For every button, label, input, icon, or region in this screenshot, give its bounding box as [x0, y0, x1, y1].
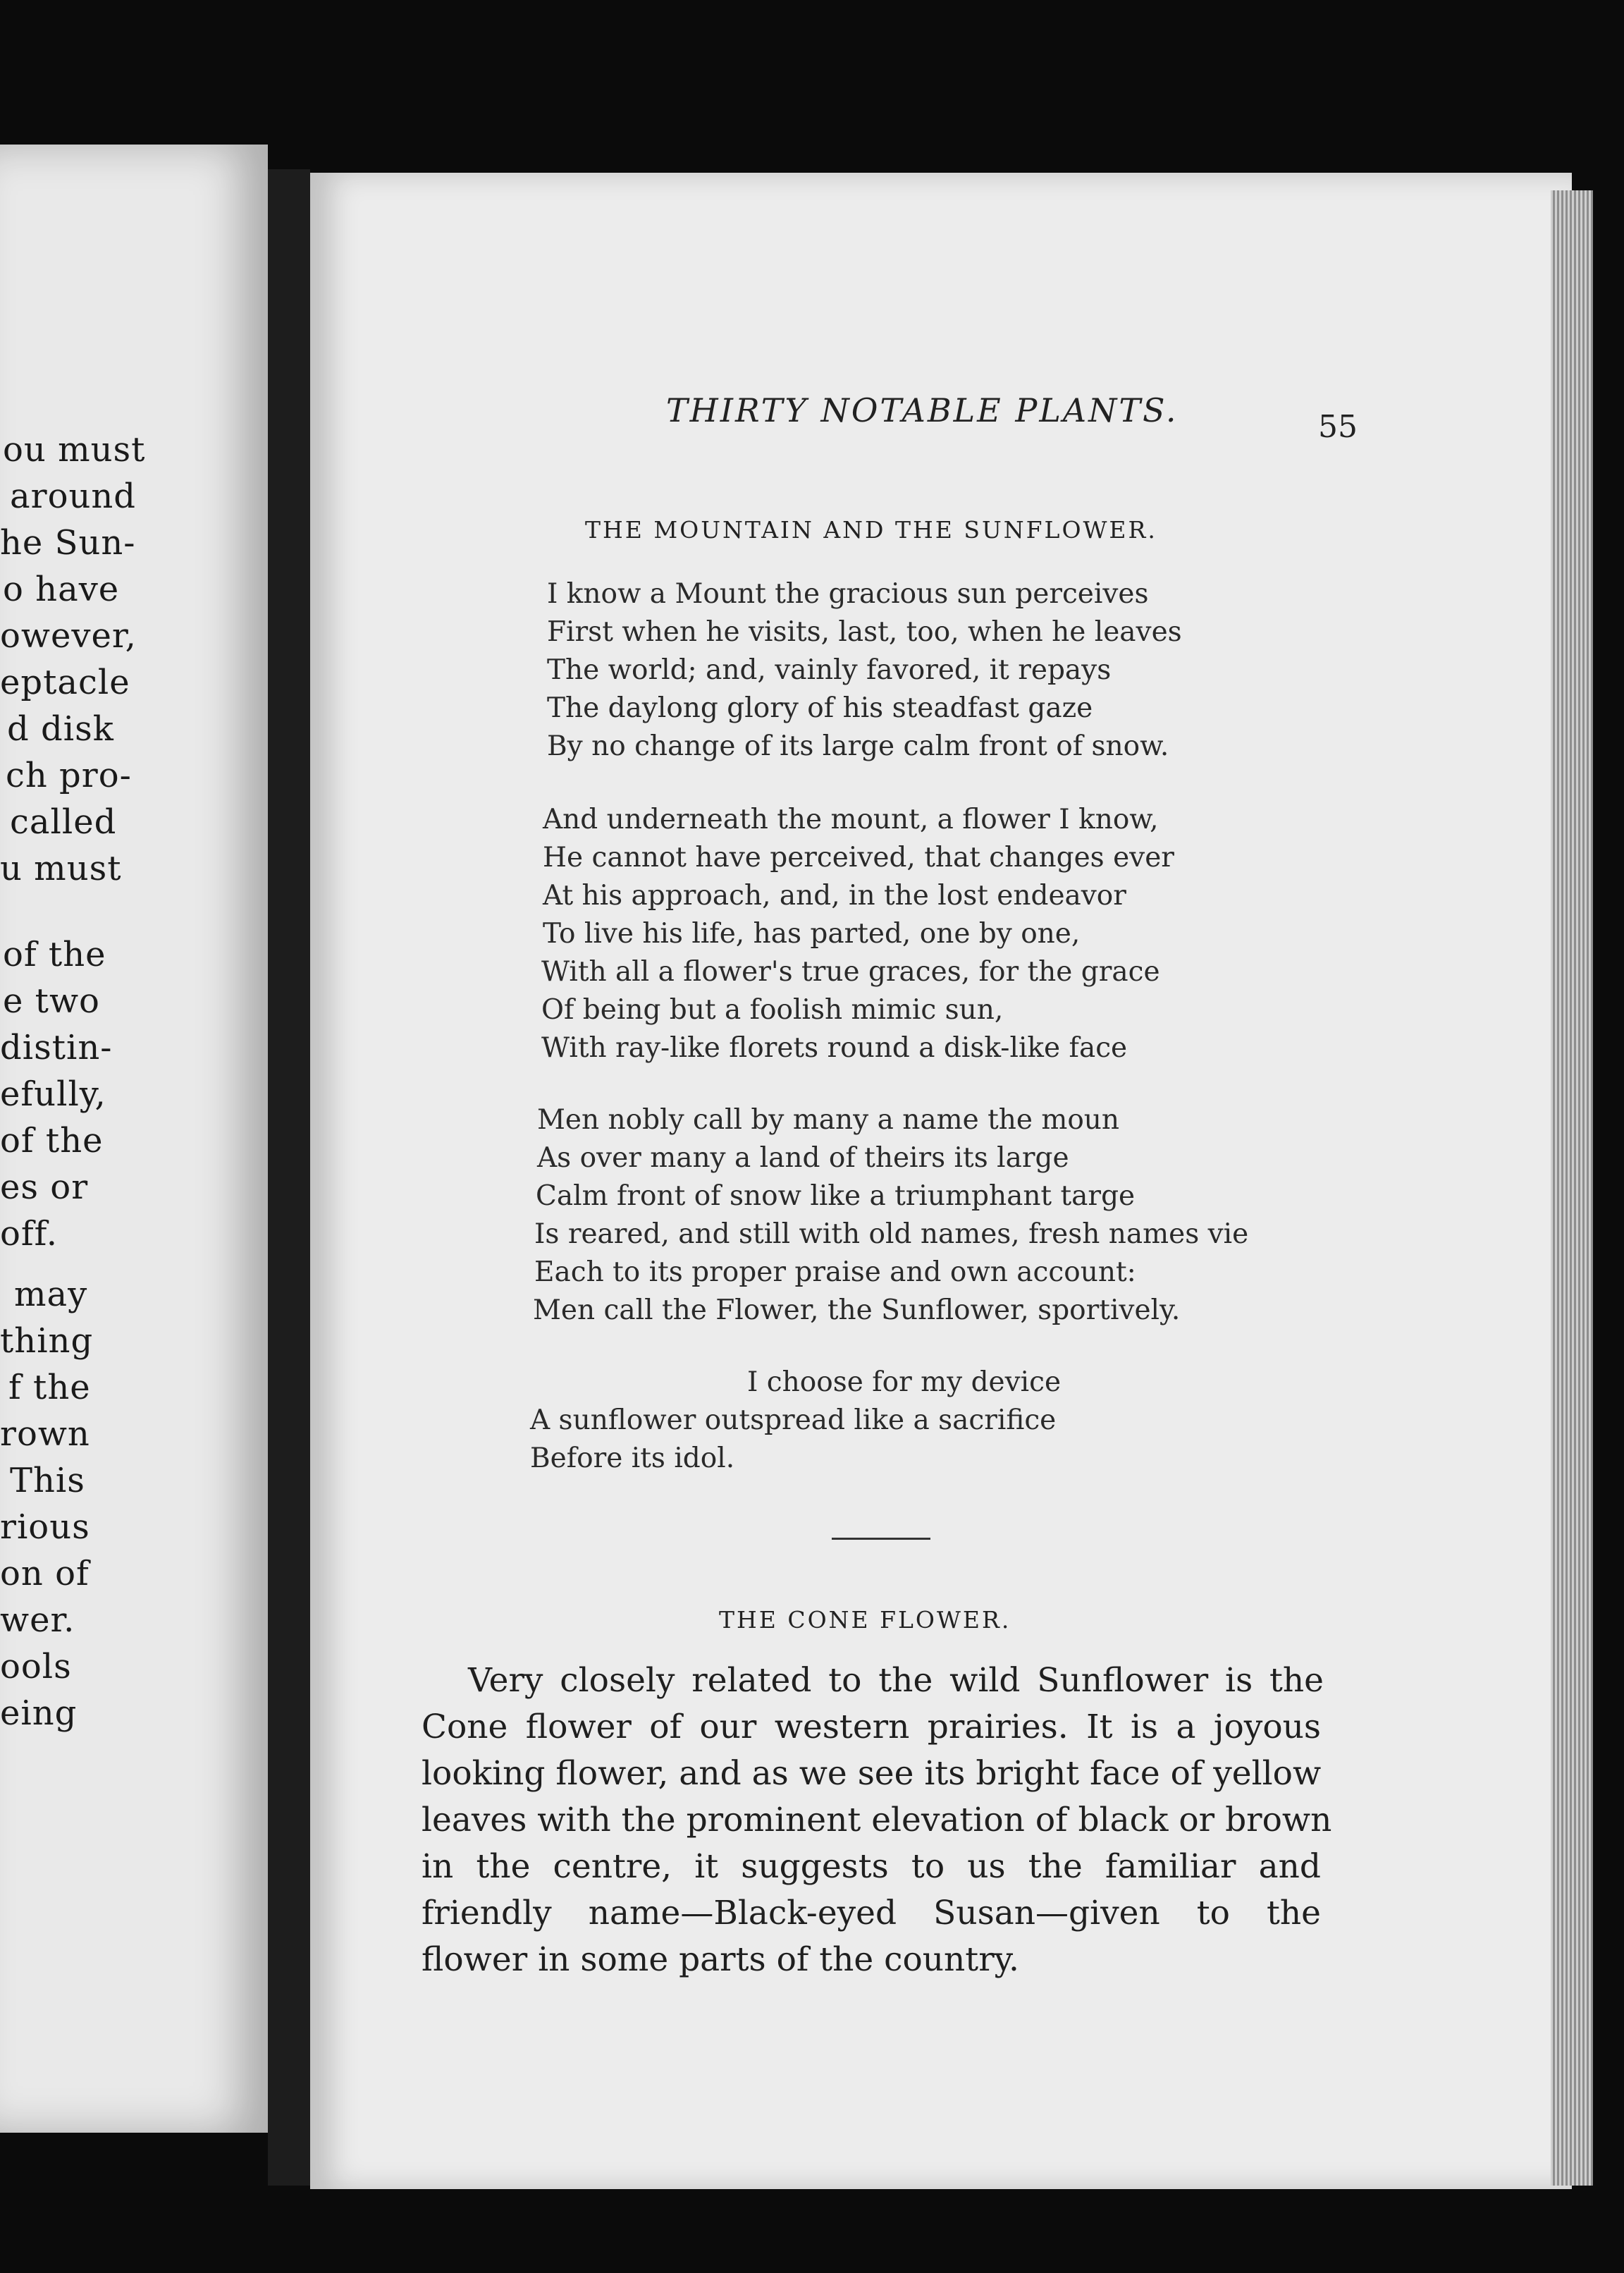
left-page-line: ch pro- [6, 756, 132, 795]
left-page-line: es or [0, 1168, 89, 1207]
poem-line: Of being but a foolish mimic sun, [541, 994, 1004, 1026]
left-page-line: rious [0, 1507, 90, 1547]
poem-line: Each to its proper praise and own account: [534, 1256, 1136, 1288]
left-page-line: distin- [0, 1028, 113, 1067]
poem-line: The world; and, vainly favored, it repays [547, 654, 1112, 686]
left-page-line: u must [0, 849, 122, 888]
left-page-line: This [10, 1461, 85, 1500]
poem-line: Before its idol. [530, 1442, 735, 1474]
left-page-line: thing [0, 1321, 94, 1361]
left-page-line: around [10, 477, 137, 516]
left-page-line: he Sun- [0, 523, 136, 563]
paragraph-line: Very closely related to the wild Sunflower is the [468, 1661, 1324, 1700]
left-page-line: efully, [0, 1074, 106, 1114]
left-page-line: may [14, 1275, 88, 1314]
poem-line: By no change of its large calm front of snow. [547, 730, 1169, 762]
left-page-line: eing [0, 1693, 78, 1733]
left-page-line: called [10, 802, 117, 842]
paragraph-line: looking flower, and as we see its bright face of yellow [422, 1754, 1322, 1793]
poem-line: Men nobly call by many a name the moun [537, 1104, 1120, 1136]
paragraph-line: Cone flower of our western prairies. It is a joyous [422, 1708, 1321, 1746]
paragraph-line: flower in some parts of the country. [422, 1940, 1019, 1979]
page-number: 55 [1318, 409, 1358, 445]
poem-title: THE MOUNTAIN AND THE SUNFLOWER. [585, 516, 1157, 544]
left-page-line: owever, [0, 616, 137, 656]
left-page-line: on of [0, 1554, 90, 1593]
poem-line: To live his life, has parted, one by one, [543, 918, 1081, 950]
poem-line: As over many a land of theirs its large [537, 1142, 1069, 1174]
left-page-line: wer. [0, 1600, 75, 1640]
poem-line: Men call the Flower, the Sunflower, sportively. [533, 1294, 1181, 1326]
paragraph-line: in the centre, it suggests to us the familiar and [422, 1847, 1321, 1886]
left-page-line: of the [3, 935, 106, 974]
poem-line: He cannot have perceived, that changes ever [543, 842, 1174, 874]
left-page-line: ools [0, 1647, 72, 1686]
left-page-line: d disk [7, 709, 114, 749]
poem-line: A sunflower outspread like a sacrifice [530, 1404, 1057, 1436]
poem-line: With ray-like florets round a disk-like face [541, 1032, 1128, 1064]
poem-line: Is reared, and still with old names, fresh names vie [534, 1218, 1249, 1250]
poem-line: First when he visits, last, too, when he leaves [547, 616, 1182, 648]
left-page-line: o have [3, 570, 120, 609]
poem-line: And underneath the mount, a flower I know, [543, 804, 1159, 835]
page-edges [1551, 190, 1593, 2186]
poem-line: I know a Mount the gracious sun perceives [547, 578, 1149, 610]
poem-line: With all a flower's true graces, for the grace [541, 956, 1160, 988]
book-gutter [268, 169, 310, 2186]
poem-line: The daylong glory of his steadfast gaze [547, 692, 1093, 724]
section-title: THE CONE FLOWER. [719, 1606, 1011, 1634]
section-divider [832, 1538, 930, 1540]
poem-line: I choose for my device [747, 1366, 1062, 1398]
paragraph-line: leaves with the prominent elevation of black or brown [422, 1801, 1332, 1839]
left-page-line: f the [8, 1368, 91, 1407]
left-page-line: of the [0, 1121, 104, 1160]
left-page-line: off. [0, 1214, 58, 1254]
left-page-line: eptacle [0, 663, 130, 702]
left-page-line: e two [3, 981, 100, 1021]
poem-line: Calm front of snow like a triumphant targe [536, 1180, 1136, 1212]
paragraph-line: friendly name—Black-eyed Susan—given to the [422, 1894, 1321, 1932]
left-page-line: ou must [3, 430, 146, 470]
poem-line: At his approach, and, in the lost endeavor [543, 880, 1126, 912]
running-head: THIRTY NOTABLE PLANTS. [666, 391, 1179, 429]
left-page-line: rown [0, 1414, 90, 1454]
